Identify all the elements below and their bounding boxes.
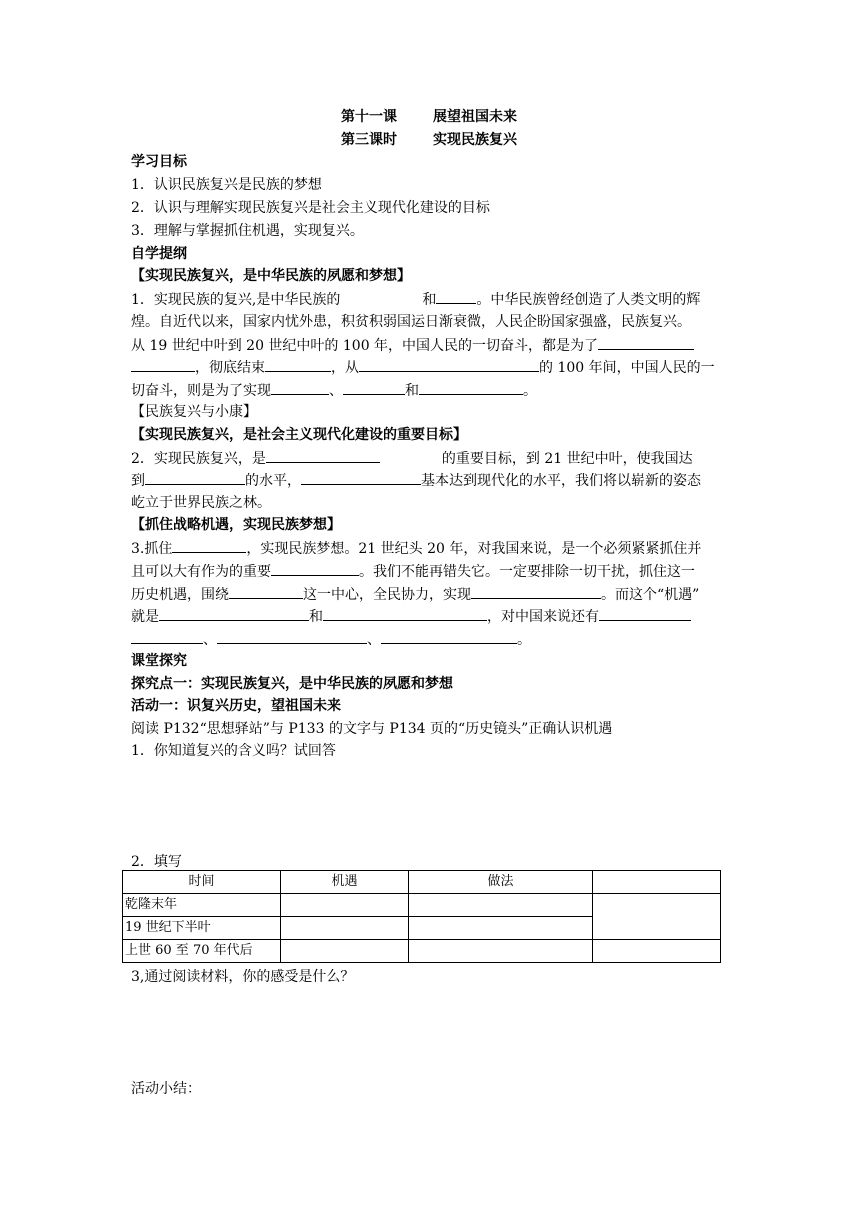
goals-heading: 学习目标 xyxy=(131,154,187,170)
lesson-title xyxy=(341,107,517,127)
cell-extra[interactable] xyxy=(593,894,721,940)
header-approach: 做法 xyxy=(409,871,593,894)
blank-field[interactable] xyxy=(271,380,329,395)
row-time: 上世 60 至 70 年代后 xyxy=(123,940,281,963)
opportunity-table xyxy=(122,870,721,963)
blank-field[interactable] xyxy=(159,606,309,621)
section3-line4: 就是 和 ，对中国来说还有 xyxy=(131,606,691,626)
section2-line3: 屹立于世界民族之林。 xyxy=(131,495,271,511)
blank-field[interactable] xyxy=(266,448,380,463)
row-time: 19 世纪下半叶 xyxy=(123,917,281,940)
cell-approach[interactable] xyxy=(409,894,593,917)
cell-approach[interactable] xyxy=(409,917,593,940)
goal-item: 1．认识民族复兴是民族的梦想 xyxy=(131,177,322,193)
blank-field[interactable] xyxy=(229,584,303,599)
blank-field[interactable] xyxy=(217,629,367,644)
blank-field[interactable] xyxy=(419,380,523,395)
cell-opportunity[interactable] xyxy=(281,917,409,940)
blank-field[interactable] xyxy=(271,561,359,576)
section3-line2: 且可以大有作为的重要 。我们不能再错失它。一定要排除一切干扰，抓住这一 xyxy=(131,561,695,581)
table-row xyxy=(123,940,721,963)
table-row xyxy=(123,894,721,917)
activity1-heading: 活动一：识复兴历史，望祖国未来 xyxy=(131,698,341,714)
section1-line3: 从 19 世纪中叶到 20 世纪中叶的 100 年，中国人民的一切奋斗，都是为了 xyxy=(131,335,694,355)
cell-approach[interactable] xyxy=(409,940,593,963)
header-opportunity: 机遇 xyxy=(281,871,409,894)
blank-field[interactable] xyxy=(172,538,246,553)
reading-instruction: 阅读 P132“思想驿站”与 P133 的文字与 P134 页的“历史镜头”正确认识机遇 xyxy=(131,721,613,737)
outline-heading: 自学提纲 xyxy=(131,246,187,262)
inquiry-point1: 探究点一：实现民族复兴，是中华民族的夙愿和梦想 xyxy=(131,676,453,692)
goal-item: 2．认识与理解实现民族复兴是社会主义现代化建设的目标 xyxy=(131,200,490,216)
blank-field[interactable] xyxy=(131,629,203,644)
row-time: 乾隆末年 xyxy=(123,894,281,917)
blank-field[interactable] xyxy=(131,357,195,372)
question-3: 3,通过阅读材料，你的感受是什么？ xyxy=(131,969,355,985)
cell-extra[interactable] xyxy=(593,940,721,963)
blank-field[interactable] xyxy=(145,470,245,485)
blank-field[interactable] xyxy=(599,606,691,621)
inquiry-heading: 课堂探究 xyxy=(131,653,187,669)
section1-line4: ，彻底结束 ，从 的 100 年间，中国人民的一 xyxy=(131,357,715,377)
cell-opportunity[interactable] xyxy=(281,894,409,917)
lesson-number: 第十一课 xyxy=(341,109,397,125)
section3-line5: 、 、 。 xyxy=(131,629,531,649)
header-time: 时间 xyxy=(123,871,281,894)
blank-field[interactable] xyxy=(436,289,476,304)
period-number: 第三课时 xyxy=(341,132,397,148)
blank-field[interactable] xyxy=(598,335,694,350)
blank-field[interactable] xyxy=(381,629,517,644)
activity-summary: 活动小结： xyxy=(131,1081,201,1097)
question-2: 2．填写 xyxy=(131,854,182,870)
section3-line1: 3.抓住 ，实现民族梦想。21 世纪头 20 年，对我国来说，是一个必须紧紧抓住并 xyxy=(131,538,701,558)
period-name: 实现民族复兴 xyxy=(433,132,517,148)
section-xiaokang: 【民族复兴与小康】 xyxy=(131,404,257,420)
section3-line3: 历史机遇，围绕 这一中心，全民协力，实现 。而这个“机遇” xyxy=(131,584,699,604)
header-extra xyxy=(593,871,721,894)
section1-line1: 1．实现民族的复兴,是中华民族的 和 。中华民族曾经创造了人类文明的辉 xyxy=(131,289,700,309)
lesson-name: 展望祖国未来 xyxy=(433,109,517,125)
section1-line5: 切奋斗，则是为了实现 、 和 。 xyxy=(131,380,537,400)
table-header-row xyxy=(123,871,721,894)
section2-line1: 2．实现民族复兴，是 的重要目标，到 21 世纪中叶，使我国达 xyxy=(131,448,693,468)
section1-line2: 煌。自近代以来，国家内忧外患，积贫积弱国运日渐衰微，人民企盼国家强盛，民族复兴。 xyxy=(131,314,691,330)
section2-heading: 【实现民族复兴，是社会主义现代化建设的重要目标】 xyxy=(131,427,467,443)
blank-field[interactable] xyxy=(265,357,331,372)
blank-field[interactable] xyxy=(301,470,421,485)
blank-field[interactable] xyxy=(471,584,601,599)
blank-field[interactable] xyxy=(343,380,405,395)
section1-heading: 【实现民族复兴，是中华民族的夙愿和梦想】 xyxy=(131,268,411,284)
period-title xyxy=(341,130,517,150)
section3-heading: 【抓住战略机遇，实现民族梦想】 xyxy=(131,517,341,533)
goal-item: 3．理解与掌握抓住机遇，实现复兴。 xyxy=(131,223,364,239)
cell-opportunity[interactable] xyxy=(281,940,409,963)
section2-line2: 到 的水平， 基本达到现代化的水平，我们将以崭新的姿态 xyxy=(131,470,701,490)
blank-field[interactable] xyxy=(323,606,487,621)
question-1: 1．你知道复兴的含义吗？试回答 xyxy=(131,743,336,759)
blank-field[interactable] xyxy=(359,357,539,372)
